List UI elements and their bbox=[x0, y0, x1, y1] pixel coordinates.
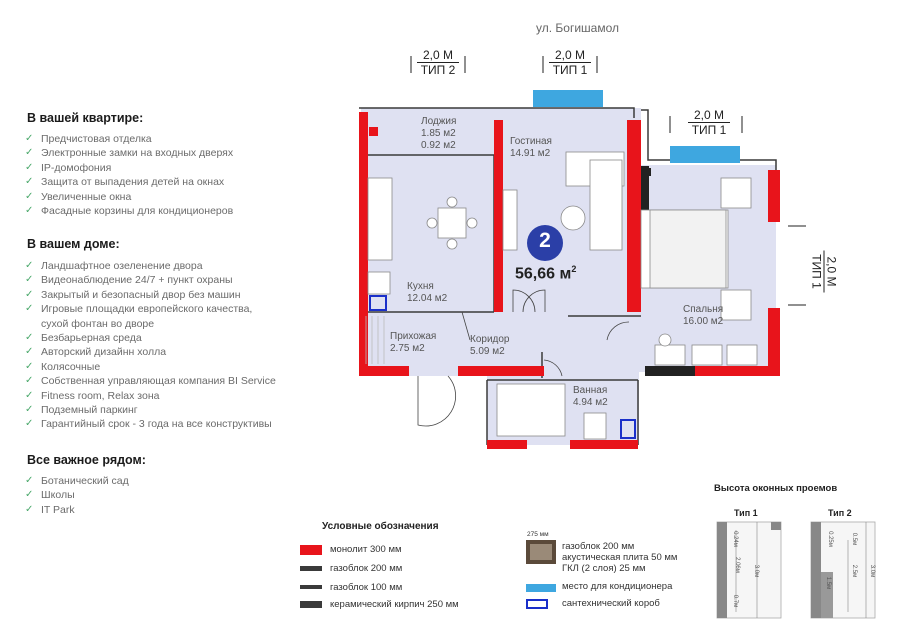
feature-item: ✓ Авторский дизайнн холла bbox=[25, 346, 167, 359]
check-icon: ✓ bbox=[25, 274, 34, 286]
check-icon: ✓ bbox=[25, 375, 34, 387]
feature-item: ✓ Предчистовая отделка bbox=[25, 133, 152, 145]
window-dimension-2: 2,0 М ТИП 1 bbox=[537, 48, 603, 77]
feature-item: ✓ Электронные замки на входных дверях bbox=[25, 147, 234, 160]
feature-item-continued: сухой фонтан во дворе bbox=[41, 317, 155, 330]
check-icon: ✓ bbox=[25, 389, 34, 401]
feature-item: ✓ Фасадные корзины для кондиционеров bbox=[25, 205, 234, 218]
legend-gas100: газоблок 100 мм bbox=[330, 582, 403, 593]
feature-item: ✓ Ботанический сад bbox=[25, 475, 129, 487]
room-loggia: Лоджия 1.85 м2 0.92 м2 bbox=[421, 116, 457, 151]
feature-item: ✓ Видеонаблюдение 24/7 + пункт охраны bbox=[25, 274, 233, 287]
legend-swatch-brick bbox=[300, 601, 322, 608]
street-name: ул. Богишамол bbox=[536, 21, 619, 35]
window-dimension-4: 2,0 М ТИП 1 bbox=[810, 230, 839, 314]
t1-total: 3.0м bbox=[753, 564, 760, 578]
legend-brick: керамический кирпич 250 мм bbox=[330, 599, 459, 610]
legend-swatch-gkl-inner bbox=[530, 544, 552, 560]
room-bath: Ванная 4.94 м2 bbox=[573, 385, 608, 408]
legend-gas200: газоблок 200 мм bbox=[330, 563, 403, 574]
check-icon: ✓ bbox=[25, 205, 34, 217]
check-icon: ✓ bbox=[25, 288, 34, 300]
feature-item: ✓ Увеличенные окна bbox=[25, 190, 132, 203]
t2-dim-1: 0.25м bbox=[826, 531, 833, 547]
total-area: 56,66 $м^2$ bbox=[515, 264, 577, 283]
window-type-1-diagram bbox=[717, 522, 781, 618]
check-icon: ✓ bbox=[25, 133, 34, 144]
legend-swatch-monolith bbox=[300, 545, 322, 555]
feature-item: ✓ Школы bbox=[25, 489, 75, 502]
feature-item: ✓ Подземный паркинг bbox=[25, 404, 138, 417]
legend-ac: место для кондиционера bbox=[562, 581, 673, 592]
legend-swatch-plumb bbox=[527, 600, 547, 608]
check-icon: ✓ bbox=[25, 360, 34, 372]
t2-dim-3: 2.5м bbox=[851, 564, 858, 578]
legend-swatch-ac bbox=[526, 584, 556, 592]
window-type-1-title: Тип 1 bbox=[734, 508, 758, 518]
check-icon: ✓ bbox=[25, 475, 34, 486]
check-icon: ✓ bbox=[25, 176, 34, 188]
check-icon: ✓ bbox=[25, 303, 34, 315]
t2-total: 3.0м bbox=[869, 564, 876, 578]
legend-title: Условные обозначения bbox=[322, 521, 439, 532]
feature-item: ✓ Колясочные bbox=[25, 360, 101, 373]
legend-monolith: монолит 300 мм bbox=[330, 544, 402, 555]
feature-item: ✓ IT Park bbox=[25, 503, 75, 516]
check-icon: ✓ bbox=[25, 503, 34, 515]
room-bedroom: Спальня 16.00 м2 bbox=[683, 304, 724, 327]
feature-item: ✓ Ландшафтное озеленение двора bbox=[25, 260, 203, 272]
check-icon: ✓ bbox=[25, 489, 34, 501]
feature-item: ✓ Гарантийный срок - 3 года на все конструктивы bbox=[25, 418, 272, 431]
window-dimension-1: 2,0 М ТИП 2 bbox=[405, 48, 471, 77]
t1-dim-3: 0.7м bbox=[732, 594, 739, 608]
check-icon: ✓ bbox=[25, 332, 34, 344]
check-icon: ✓ bbox=[25, 404, 34, 416]
check-icon: ✓ bbox=[25, 418, 34, 430]
feature-item: ✓ Игровые площадки европейского качества, bbox=[25, 303, 253, 316]
legend-gkl-dim: 275 мм bbox=[527, 531, 549, 538]
legend-swatch-gas200 bbox=[300, 566, 322, 571]
feature-item: ✓ Безбарьерная среда bbox=[25, 332, 142, 345]
house-features-title: В вашем доме: bbox=[27, 237, 120, 251]
check-icon: ✓ bbox=[25, 260, 34, 271]
feature-item: ✓ Собственная управляющая компания BI Service bbox=[25, 375, 276, 388]
room-corridor: Коридор 5.09 м2 bbox=[470, 334, 510, 357]
rooms-count: 2 bbox=[539, 229, 551, 252]
check-icon: ✓ bbox=[25, 190, 34, 202]
legend-gkl: газоблок 200 мм акустическая плита 50 мм ГКЛ (2 слоя) 25 мм bbox=[562, 541, 678, 574]
window-dimension-3: 2,0 М ТИП 1 bbox=[676, 108, 742, 137]
feature-item: ✓ Закрытый и безопасный двор без машин bbox=[25, 288, 241, 301]
t1-dim-2: 2.06м bbox=[733, 557, 740, 573]
feature-item: ✓ IP-домофония bbox=[25, 161, 112, 174]
check-icon: ✓ bbox=[25, 161, 34, 173]
legend-plumb: сантехнический короб bbox=[562, 598, 660, 609]
t2-dim-4: 1.5м bbox=[825, 576, 832, 590]
room-hall: Прихожая 2.75 м2 bbox=[390, 331, 437, 354]
legend-swatch-gas100 bbox=[300, 585, 322, 589]
window-type-2-title: Тип 2 bbox=[828, 508, 852, 518]
room-living: Гостиная 14.91 м2 bbox=[510, 136, 552, 159]
window-heights-title: Высота оконных проемов bbox=[714, 483, 838, 494]
room-kitchen: Кухня 12.04 м2 bbox=[407, 281, 448, 304]
apartment-features-title: В вашей квартире: bbox=[27, 111, 144, 125]
nearby-title: Все важное рядом: bbox=[27, 453, 146, 467]
t1-dim-1: 0.24м bbox=[731, 531, 738, 547]
window-type-2-diagram bbox=[811, 522, 875, 618]
check-icon: ✓ bbox=[25, 147, 34, 159]
check-icon: ✓ bbox=[25, 346, 34, 358]
feature-item: ✓ Fitness room, Relax зона bbox=[25, 389, 160, 402]
t2-dim-2: 0.5м bbox=[851, 532, 858, 546]
feature-item: ✓ Защита от выпадения детей на окнах bbox=[25, 176, 225, 189]
